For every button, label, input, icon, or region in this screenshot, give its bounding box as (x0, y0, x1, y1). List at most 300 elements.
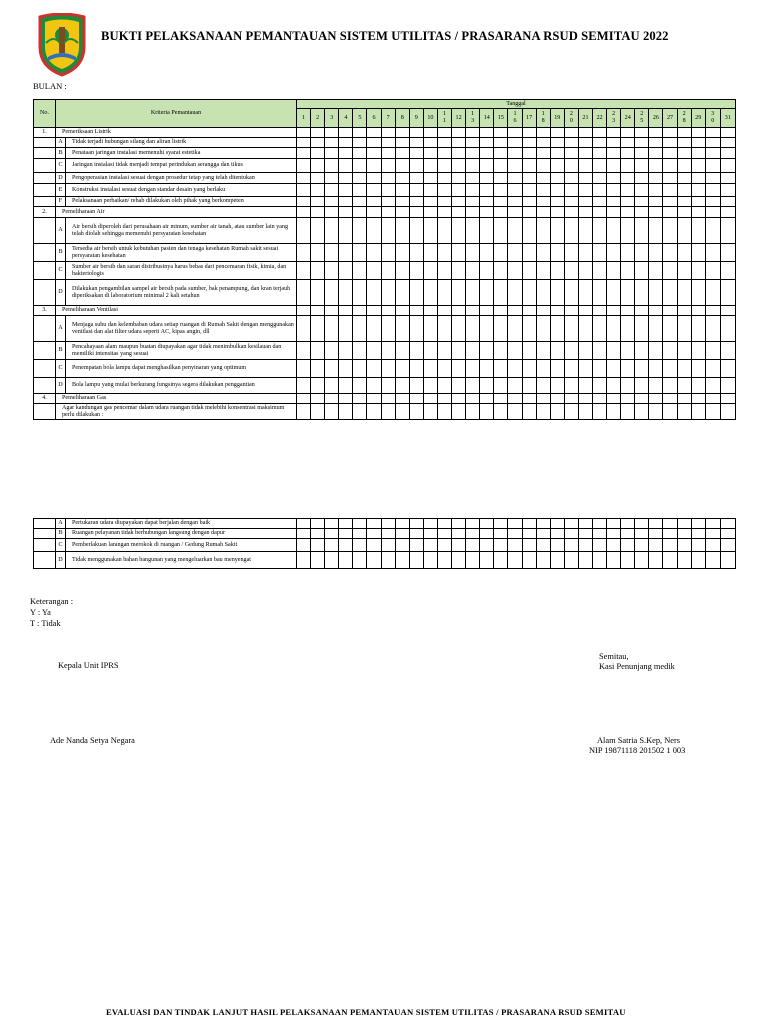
criteria-day-cell[interactable] (635, 316, 649, 342)
criteria-day-cell[interactable] (720, 262, 735, 280)
gas-day-cell[interactable] (621, 552, 635, 569)
criteria-day-cell[interactable] (339, 262, 353, 280)
gas-day-cell[interactable] (367, 552, 381, 569)
gas-day-cell[interactable] (437, 539, 451, 552)
criteria-day-cell[interactable] (691, 244, 705, 262)
criteria-day-cell[interactable] (720, 148, 735, 159)
criteria-day-cell[interactable] (381, 218, 395, 244)
criteria-day-cell[interactable] (621, 316, 635, 342)
note-day-cell[interactable] (409, 404, 423, 420)
criteria-day-cell[interactable] (508, 173, 522, 184)
criteria-day-cell[interactable] (607, 184, 621, 197)
note-day-cell[interactable] (677, 404, 691, 420)
criteria-day-cell[interactable] (311, 159, 325, 173)
criteria-day-cell[interactable] (409, 138, 423, 148)
section-day-cell[interactable] (564, 128, 578, 138)
criteria-day-cell[interactable] (564, 378, 578, 394)
criteria-day-cell[interactable] (649, 148, 663, 159)
criteria-day-cell[interactable] (607, 342, 621, 360)
section-day-cell[interactable] (311, 394, 325, 404)
gas-day-cell[interactable] (536, 529, 550, 539)
criteria-day-cell[interactable] (395, 342, 409, 360)
criteria-day-cell[interactable] (635, 173, 649, 184)
gas-day-cell[interactable] (621, 519, 635, 529)
criteria-day-cell[interactable] (677, 184, 691, 197)
section-day-cell[interactable] (720, 306, 735, 316)
section-day-cell[interactable] (466, 128, 480, 138)
criteria-day-cell[interactable] (452, 244, 466, 262)
note-day-cell[interactable] (353, 404, 367, 420)
section-day-cell[interactable] (649, 128, 663, 138)
criteria-day-cell[interactable] (409, 342, 423, 360)
gas-day-cell[interactable] (339, 539, 353, 552)
criteria-day-cell[interactable] (494, 197, 508, 207)
criteria-day-cell[interactable] (705, 197, 720, 207)
section-day-cell[interactable] (705, 128, 720, 138)
gas-day-cell[interactable] (325, 519, 339, 529)
criteria-day-cell[interactable] (423, 148, 437, 159)
criteria-day-cell[interactable] (409, 360, 423, 378)
section-day-cell[interactable] (578, 394, 592, 404)
criteria-day-cell[interactable] (720, 159, 735, 173)
gas-day-cell[interactable] (578, 519, 592, 529)
criteria-day-cell[interactable] (381, 184, 395, 197)
criteria-day-cell[interactable] (522, 184, 536, 197)
criteria-day-cell[interactable] (705, 280, 720, 306)
criteria-day-cell[interactable] (325, 184, 339, 197)
criteria-day-cell[interactable] (550, 316, 564, 342)
section-day-cell[interactable] (452, 207, 466, 218)
gas-day-cell[interactable] (508, 552, 522, 569)
note-day-cell[interactable] (297, 404, 311, 420)
criteria-day-cell[interactable] (508, 280, 522, 306)
gas-day-cell[interactable] (691, 519, 705, 529)
criteria-day-cell[interactable] (367, 316, 381, 342)
criteria-day-cell[interactable] (353, 173, 367, 184)
criteria-day-cell[interactable] (452, 148, 466, 159)
criteria-day-cell[interactable] (508, 262, 522, 280)
gas-day-cell[interactable] (578, 539, 592, 552)
criteria-day-cell[interactable] (367, 360, 381, 378)
criteria-day-cell[interactable] (339, 159, 353, 173)
criteria-day-cell[interactable] (367, 262, 381, 280)
criteria-day-cell[interactable] (564, 360, 578, 378)
criteria-day-cell[interactable] (621, 197, 635, 207)
criteria-day-cell[interactable] (522, 342, 536, 360)
gas-day-cell[interactable] (550, 519, 564, 529)
criteria-day-cell[interactable] (592, 360, 606, 378)
criteria-day-cell[interactable] (592, 316, 606, 342)
criteria-day-cell[interactable] (311, 360, 325, 378)
criteria-day-cell[interactable] (480, 197, 494, 207)
gas-day-cell[interactable] (452, 519, 466, 529)
criteria-day-cell[interactable] (592, 218, 606, 244)
criteria-day-cell[interactable] (297, 159, 311, 173)
criteria-day-cell[interactable] (607, 159, 621, 173)
criteria-day-cell[interactable] (649, 173, 663, 184)
section-day-cell[interactable] (353, 207, 367, 218)
criteria-day-cell[interactable] (536, 342, 550, 360)
criteria-day-cell[interactable] (325, 148, 339, 159)
section-day-cell[interactable] (649, 207, 663, 218)
gas-day-cell[interactable] (409, 539, 423, 552)
criteria-day-cell[interactable] (536, 262, 550, 280)
note-day-cell[interactable] (607, 404, 621, 420)
criteria-day-cell[interactable] (480, 342, 494, 360)
criteria-day-cell[interactable] (367, 280, 381, 306)
criteria-day-cell[interactable] (635, 244, 649, 262)
criteria-day-cell[interactable] (621, 138, 635, 148)
criteria-day-cell[interactable] (452, 262, 466, 280)
section-day-cell[interactable] (297, 306, 311, 316)
criteria-day-cell[interactable] (649, 138, 663, 148)
criteria-day-cell[interactable] (635, 148, 649, 159)
section-day-cell[interactable] (494, 128, 508, 138)
section-day-cell[interactable] (325, 128, 339, 138)
criteria-day-cell[interactable] (466, 378, 480, 394)
criteria-day-cell[interactable] (297, 138, 311, 148)
criteria-day-cell[interactable] (720, 342, 735, 360)
criteria-day-cell[interactable] (720, 360, 735, 378)
criteria-day-cell[interactable] (578, 159, 592, 173)
gas-day-cell[interactable] (494, 552, 508, 569)
criteria-day-cell[interactable] (395, 262, 409, 280)
section-day-cell[interactable] (677, 128, 691, 138)
gas-day-cell[interactable] (720, 519, 735, 529)
criteria-day-cell[interactable] (522, 280, 536, 306)
criteria-day-cell[interactable] (635, 360, 649, 378)
criteria-day-cell[interactable] (367, 148, 381, 159)
section-day-cell[interactable] (367, 207, 381, 218)
criteria-day-cell[interactable] (452, 197, 466, 207)
note-day-cell[interactable] (720, 404, 735, 420)
criteria-day-cell[interactable] (564, 280, 578, 306)
section-day-cell[interactable] (325, 394, 339, 404)
section-day-cell[interactable] (663, 306, 677, 316)
gas-day-cell[interactable] (663, 552, 677, 569)
gas-day-cell[interactable] (452, 529, 466, 539)
section-day-cell[interactable] (691, 207, 705, 218)
criteria-day-cell[interactable] (677, 173, 691, 184)
criteria-day-cell[interactable] (381, 342, 395, 360)
gas-day-cell[interactable] (705, 529, 720, 539)
gas-day-cell[interactable] (297, 529, 311, 539)
section-day-cell[interactable] (311, 207, 325, 218)
gas-day-cell[interactable] (649, 539, 663, 552)
gas-day-cell[interactable] (663, 519, 677, 529)
criteria-day-cell[interactable] (663, 316, 677, 342)
section-day-cell[interactable] (353, 128, 367, 138)
criteria-day-cell[interactable] (409, 159, 423, 173)
criteria-day-cell[interactable] (621, 342, 635, 360)
criteria-day-cell[interactable] (621, 378, 635, 394)
criteria-day-cell[interactable] (395, 218, 409, 244)
criteria-day-cell[interactable] (423, 360, 437, 378)
criteria-day-cell[interactable] (339, 360, 353, 378)
criteria-day-cell[interactable] (452, 378, 466, 394)
gas-day-cell[interactable] (677, 539, 691, 552)
criteria-day-cell[interactable] (607, 148, 621, 159)
criteria-day-cell[interactable] (452, 159, 466, 173)
criteria-day-cell[interactable] (621, 218, 635, 244)
criteria-day-cell[interactable] (592, 138, 606, 148)
criteria-day-cell[interactable] (677, 360, 691, 378)
criteria-day-cell[interactable] (311, 197, 325, 207)
criteria-day-cell[interactable] (508, 378, 522, 394)
gas-day-cell[interactable] (564, 529, 578, 539)
gas-day-cell[interactable] (297, 552, 311, 569)
criteria-day-cell[interactable] (423, 159, 437, 173)
note-day-cell[interactable] (395, 404, 409, 420)
criteria-day-cell[interactable] (409, 173, 423, 184)
criteria-day-cell[interactable] (325, 218, 339, 244)
section-day-cell[interactable] (409, 207, 423, 218)
criteria-day-cell[interactable] (564, 184, 578, 197)
criteria-day-cell[interactable] (607, 316, 621, 342)
section-day-cell[interactable] (367, 128, 381, 138)
criteria-day-cell[interactable] (353, 378, 367, 394)
criteria-day-cell[interactable] (353, 138, 367, 148)
criteria-day-cell[interactable] (677, 262, 691, 280)
criteria-day-cell[interactable] (564, 173, 578, 184)
criteria-day-cell[interactable] (578, 360, 592, 378)
gas-day-cell[interactable] (437, 529, 451, 539)
section-day-cell[interactable] (677, 207, 691, 218)
criteria-day-cell[interactable] (592, 342, 606, 360)
criteria-day-cell[interactable] (395, 244, 409, 262)
section-day-cell[interactable] (564, 207, 578, 218)
gas-day-cell[interactable] (297, 539, 311, 552)
section-day-cell[interactable] (550, 394, 564, 404)
criteria-day-cell[interactable] (550, 244, 564, 262)
criteria-day-cell[interactable] (297, 184, 311, 197)
section-day-cell[interactable] (592, 306, 606, 316)
criteria-day-cell[interactable] (353, 159, 367, 173)
criteria-day-cell[interactable] (621, 173, 635, 184)
criteria-day-cell[interactable] (578, 244, 592, 262)
criteria-day-cell[interactable] (578, 184, 592, 197)
criteria-day-cell[interactable] (466, 148, 480, 159)
section-day-cell[interactable] (480, 128, 494, 138)
criteria-day-cell[interactable] (381, 262, 395, 280)
criteria-day-cell[interactable] (649, 218, 663, 244)
section-day-cell[interactable] (592, 128, 606, 138)
criteria-day-cell[interactable] (508, 360, 522, 378)
gas-day-cell[interactable] (522, 529, 536, 539)
criteria-day-cell[interactable] (578, 316, 592, 342)
gas-day-cell[interactable] (311, 539, 325, 552)
criteria-day-cell[interactable] (522, 360, 536, 378)
note-day-cell[interactable] (367, 404, 381, 420)
criteria-day-cell[interactable] (437, 342, 451, 360)
criteria-day-cell[interactable] (607, 244, 621, 262)
gas-day-cell[interactable] (635, 529, 649, 539)
note-day-cell[interactable] (592, 404, 606, 420)
criteria-day-cell[interactable] (297, 148, 311, 159)
criteria-day-cell[interactable] (705, 148, 720, 159)
section-day-cell[interactable] (437, 394, 451, 404)
gas-day-cell[interactable] (423, 539, 437, 552)
criteria-day-cell[interactable] (663, 378, 677, 394)
gas-day-cell[interactable] (423, 529, 437, 539)
criteria-day-cell[interactable] (550, 262, 564, 280)
section-day-cell[interactable] (691, 394, 705, 404)
criteria-day-cell[interactable] (592, 173, 606, 184)
section-day-cell[interactable] (649, 306, 663, 316)
section-day-cell[interactable] (508, 306, 522, 316)
criteria-day-cell[interactable] (297, 262, 311, 280)
gas-day-cell[interactable] (508, 519, 522, 529)
gas-day-cell[interactable] (649, 552, 663, 569)
criteria-day-cell[interactable] (423, 262, 437, 280)
criteria-day-cell[interactable] (536, 280, 550, 306)
section-day-cell[interactable] (423, 306, 437, 316)
criteria-day-cell[interactable] (452, 218, 466, 244)
criteria-day-cell[interactable] (635, 138, 649, 148)
gas-day-cell[interactable] (607, 552, 621, 569)
criteria-day-cell[interactable] (494, 173, 508, 184)
section-day-cell[interactable] (437, 128, 451, 138)
criteria-day-cell[interactable] (381, 173, 395, 184)
criteria-day-cell[interactable] (677, 244, 691, 262)
criteria-day-cell[interactable] (367, 342, 381, 360)
criteria-day-cell[interactable] (578, 342, 592, 360)
criteria-day-cell[interactable] (494, 148, 508, 159)
criteria-day-cell[interactable] (381, 360, 395, 378)
criteria-day-cell[interactable] (480, 262, 494, 280)
section-day-cell[interactable] (409, 128, 423, 138)
criteria-day-cell[interactable] (691, 184, 705, 197)
criteria-day-cell[interactable] (466, 316, 480, 342)
criteria-day-cell[interactable] (578, 378, 592, 394)
gas-day-cell[interactable] (705, 552, 720, 569)
criteria-day-cell[interactable] (339, 173, 353, 184)
criteria-day-cell[interactable] (381, 244, 395, 262)
gas-day-cell[interactable] (395, 529, 409, 539)
criteria-day-cell[interactable] (691, 360, 705, 378)
criteria-day-cell[interactable] (494, 262, 508, 280)
criteria-day-cell[interactable] (381, 197, 395, 207)
criteria-day-cell[interactable] (677, 316, 691, 342)
gas-day-cell[interactable] (522, 519, 536, 529)
criteria-day-cell[interactable] (325, 159, 339, 173)
section-day-cell[interactable] (677, 306, 691, 316)
gas-day-cell[interactable] (480, 519, 494, 529)
criteria-day-cell[interactable] (409, 197, 423, 207)
section-day-cell[interactable] (367, 394, 381, 404)
criteria-day-cell[interactable] (395, 148, 409, 159)
gas-day-cell[interactable] (381, 539, 395, 552)
criteria-day-cell[interactable] (409, 148, 423, 159)
criteria-day-cell[interactable] (550, 197, 564, 207)
criteria-day-cell[interactable] (635, 184, 649, 197)
criteria-day-cell[interactable] (508, 316, 522, 342)
criteria-day-cell[interactable] (367, 138, 381, 148)
gas-day-cell[interactable] (423, 519, 437, 529)
criteria-day-cell[interactable] (691, 378, 705, 394)
criteria-day-cell[interactable] (705, 184, 720, 197)
section-day-cell[interactable] (508, 207, 522, 218)
criteria-day-cell[interactable] (494, 218, 508, 244)
section-day-cell[interactable] (691, 128, 705, 138)
criteria-day-cell[interactable] (480, 138, 494, 148)
gas-day-cell[interactable] (367, 519, 381, 529)
criteria-day-cell[interactable] (691, 197, 705, 207)
criteria-day-cell[interactable] (508, 138, 522, 148)
section-day-cell[interactable] (720, 394, 735, 404)
criteria-day-cell[interactable] (297, 218, 311, 244)
criteria-day-cell[interactable] (311, 244, 325, 262)
section-day-cell[interactable] (663, 394, 677, 404)
criteria-day-cell[interactable] (607, 173, 621, 184)
criteria-day-cell[interactable] (691, 342, 705, 360)
criteria-day-cell[interactable] (536, 159, 550, 173)
criteria-day-cell[interactable] (635, 378, 649, 394)
section-day-cell[interactable] (339, 394, 353, 404)
gas-day-cell[interactable] (649, 529, 663, 539)
criteria-day-cell[interactable] (508, 197, 522, 207)
criteria-day-cell[interactable] (691, 148, 705, 159)
criteria-day-cell[interactable] (720, 184, 735, 197)
criteria-day-cell[interactable] (466, 360, 480, 378)
criteria-day-cell[interactable] (395, 378, 409, 394)
gas-day-cell[interactable] (592, 529, 606, 539)
gas-day-cell[interactable] (578, 529, 592, 539)
criteria-day-cell[interactable] (578, 138, 592, 148)
section-day-cell[interactable] (550, 306, 564, 316)
criteria-day-cell[interactable] (452, 360, 466, 378)
criteria-day-cell[interactable] (494, 280, 508, 306)
gas-day-cell[interactable] (480, 552, 494, 569)
section-day-cell[interactable] (508, 128, 522, 138)
criteria-day-cell[interactable] (395, 173, 409, 184)
gas-day-cell[interactable] (381, 552, 395, 569)
criteria-day-cell[interactable] (325, 197, 339, 207)
criteria-day-cell[interactable] (635, 262, 649, 280)
section-day-cell[interactable] (480, 306, 494, 316)
criteria-day-cell[interactable] (621, 360, 635, 378)
note-day-cell[interactable] (550, 404, 564, 420)
gas-day-cell[interactable] (720, 552, 735, 569)
section-day-cell[interactable] (381, 207, 395, 218)
gas-day-cell[interactable] (536, 519, 550, 529)
section-day-cell[interactable] (607, 306, 621, 316)
section-day-cell[interactable] (635, 394, 649, 404)
section-day-cell[interactable] (663, 207, 677, 218)
gas-day-cell[interactable] (353, 519, 367, 529)
section-day-cell[interactable] (311, 128, 325, 138)
criteria-day-cell[interactable] (423, 342, 437, 360)
criteria-day-cell[interactable] (677, 159, 691, 173)
section-day-cell[interactable] (663, 128, 677, 138)
criteria-day-cell[interactable] (635, 280, 649, 306)
criteria-day-cell[interactable] (395, 316, 409, 342)
criteria-day-cell[interactable] (705, 316, 720, 342)
criteria-day-cell[interactable] (381, 148, 395, 159)
criteria-day-cell[interactable] (536, 138, 550, 148)
criteria-day-cell[interactable] (297, 280, 311, 306)
criteria-day-cell[interactable] (339, 148, 353, 159)
gas-day-cell[interactable] (564, 519, 578, 529)
criteria-day-cell[interactable] (592, 280, 606, 306)
criteria-day-cell[interactable] (720, 378, 735, 394)
section-day-cell[interactable] (339, 128, 353, 138)
criteria-day-cell[interactable] (339, 138, 353, 148)
gas-day-cell[interactable] (452, 539, 466, 552)
criteria-day-cell[interactable] (367, 378, 381, 394)
gas-day-cell[interactable] (649, 519, 663, 529)
criteria-day-cell[interactable] (649, 360, 663, 378)
